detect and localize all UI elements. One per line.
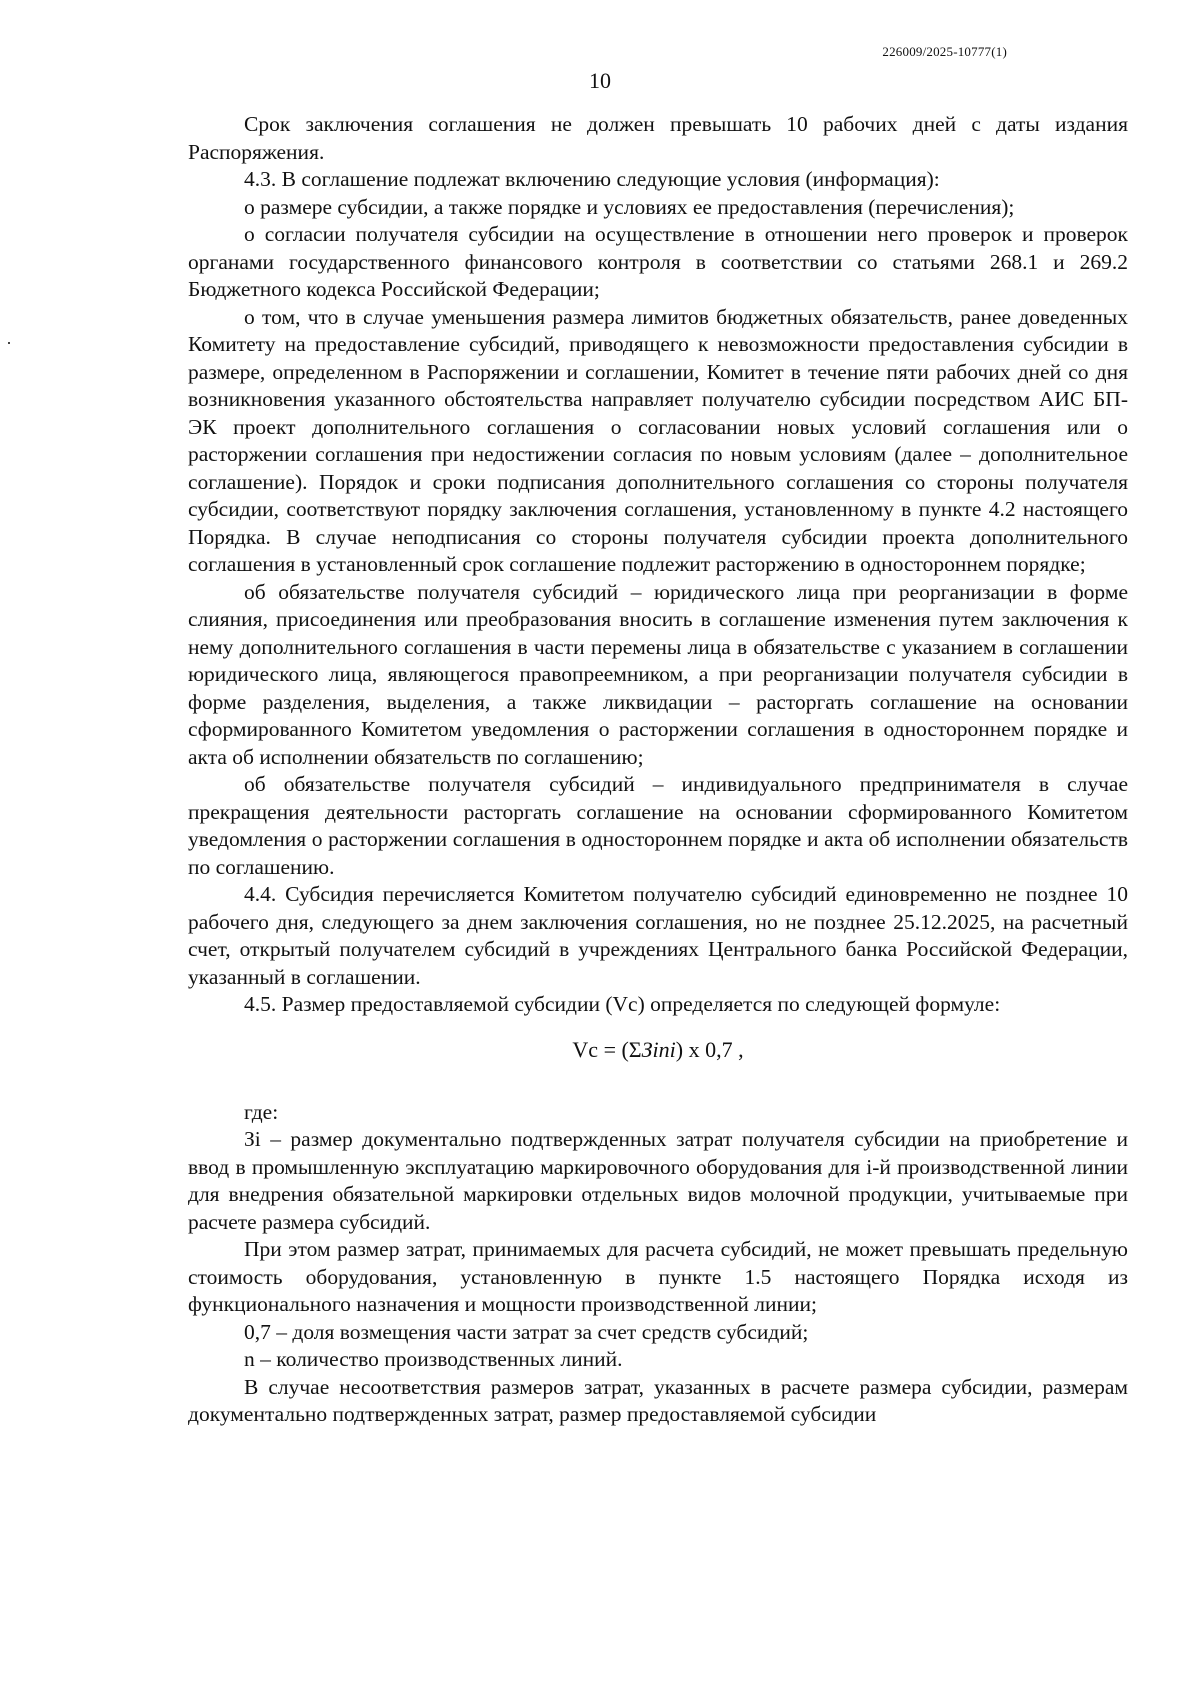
paragraph-budget-limit-reduction: о том, что в случае уменьшения размера лимитов бюджетных обязательств, ранее доведенных Комитету на предоставление субсидий, приводящего к невозможности предоставления субсидии в размере, определенном в Распоряжении и соглашении, Комитет в течение пяти рабочих дней со дня возникновения указанного обстоятельства направляет получателю субсидии посредством АИС БП-ЭК проект дополнительного соглашения о согласовании новых условий соглашения или о расторжении соглашения при недостижении согласия по новым условиям (далее – дополнительное соглашение). Порядок и сроки подписания дополнительного соглашения со стороны получателя субсидии, соответствуют порядку заключения соглашения, установленному в пункте 4.2 настоящего Порядка. В случае неподписания со стороны получателя субсидии проекта дополнительного соглашения в установленный срок соглашение подлежит расторжению в одностороннем порядке; — [188, 304, 1128, 576]
document-registration-number: 226009/2025-10777(1) — [882, 44, 1007, 59]
paragraph-cost-limit: При этом размер затрат, принимаемых для расчета субсидий, не может превышать предельную стоимость оборудования, установленную в пункте 1.5 настоящего Порядка исходя из функционального назначения и мощности производственной линии; — [188, 1237, 1128, 1316]
paragraph-consent-to-audits: о согласии получателя субсидии на осуществление в отношении него проверок и проверок органами государственного финансового контроля в соответствии со статьями 268.1 и 269.2 Бюджетного кодекса Российской Федерации; — [188, 222, 1128, 301]
page-number: 10 — [589, 68, 611, 93]
subsidy-formula — [188, 1035, 1128, 1065]
paragraph-definition-zi: Зi – размер документально подтвержденных затрат получателя субсидии на приобретение и ввод в промышленную эксплуатацию маркировочного оборудования для i-й производственной линии для внедрения обязательной маркировки отдельных видов молочной продукции, учитываемые при расчете размера субсидий. — [188, 1127, 1128, 1234]
paragraph-4-5-formula-intro: 4.5. Размер предоставляемой субсидии (Vc) определяется по следующей формуле: — [244, 992, 1001, 1016]
paragraph-cost-mismatch: В случае несоответствия размеров затрат, указанных в расчете размера субсидии, размерам документально подтвержденных затрат, размер предоставляемой субсидии — [188, 1374, 1128, 1426]
document-body — [188, 111, 1128, 1429]
paragraph-individual-entrepreneur-obligation: об обязательстве получателя субсидий – индивидуального предпринимателя в случае прекращения деятельности расторгать соглашение на основании сформированного Комитетом уведомления о расторжении соглашения в одностороннем порядке и акта об исполнении обязательств по соглашению. — [188, 772, 1128, 879]
scan-artifact-dot — [8, 342, 10, 344]
formula-rhs: ) x 0,7 , — [675, 1036, 744, 1062]
formula-lhs: Vc = (Σ — [572, 1036, 642, 1062]
paragraph-term-of-agreement: Срок заключения соглашения не должен превышать 10 рабочих дней с даты издания Распоряжения. — [188, 112, 1128, 164]
paragraph-4-4-transfer: 4.4. Субсидия перечисляется Комитетом получателю субсидий единовременно не позднее 10 рабочего дня, следующего за днем заключения соглашения, но не позднее 25.12.2025, на расчетный счет, открытый получателем субсидий в учреждениях Центрального банка Российской Федерации, указанный в соглашении. — [188, 882, 1128, 989]
formula-variable: Зini — [641, 1036, 676, 1062]
paragraph-4-3-heading: 4.3. В соглашение подлежат включению следующие условия (информация): — [244, 167, 940, 191]
paragraph-subsidy-amount-condition: о размере субсидии, а также порядке и условиях ее предоставления (перечисления); — [244, 194, 1015, 219]
paragraph-definition-coefficient: 0,7 – доля возмещения части затрат за счет средств субсидий; — [244, 1319, 809, 1344]
paragraph-legal-entity-reorganization: об обязательстве получателя субсидий – юридического лица при реорганизации в форме слияния, присоединения или преобразования вносить в соглашение изменения путем заключения к нему дополнительного соглашения в части перемены лица в обязательстве с указанием в соглашении юридического лица, являющегося правопреемником, а при реорганизации получателя субсидии в форме разделения, выделения, а также ликвидации – расторгать соглашение на основании сформированного Комитетом уведомления о расторжении соглашения в одностороннем порядке и акта об исполнении обязательств по соглашению; — [188, 579, 1128, 769]
paragraph-definition-n: n – количество производственных линий. — [244, 1347, 623, 1371]
paragraph-where: где: — [244, 1099, 279, 1124]
